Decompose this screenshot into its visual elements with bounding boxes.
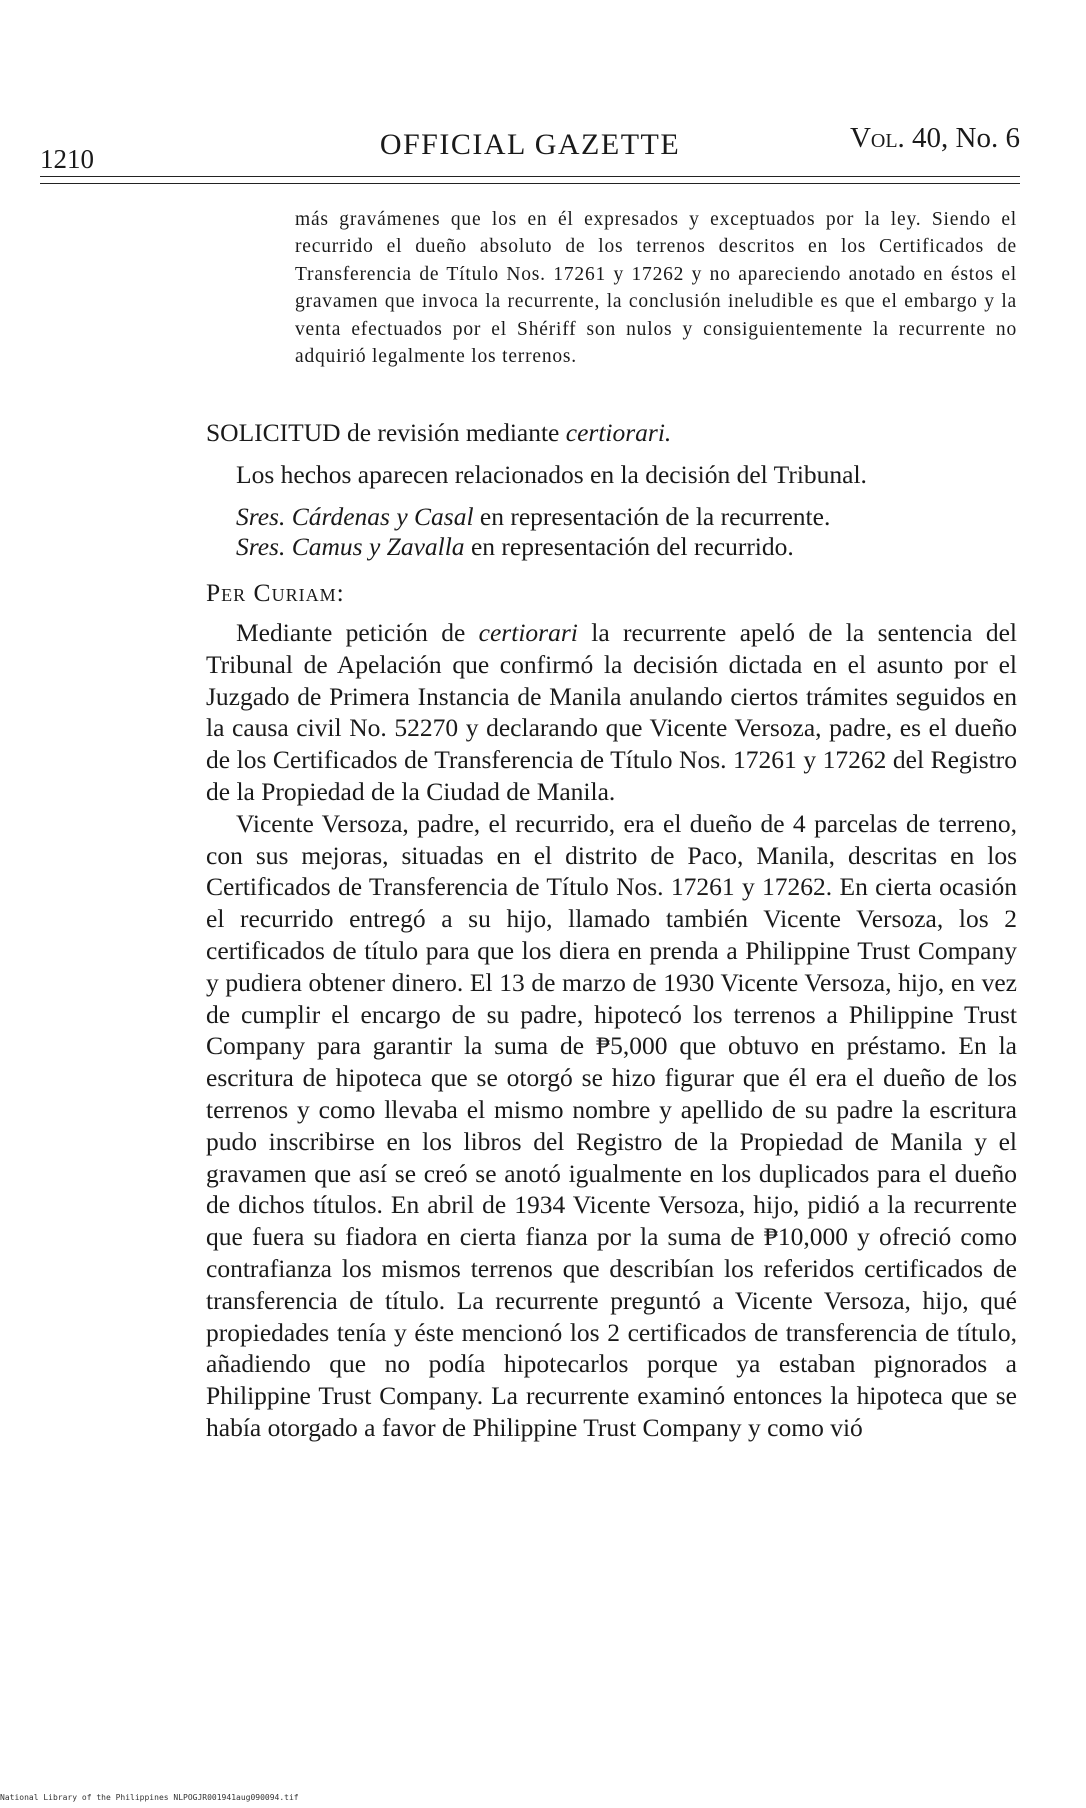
- facts-paragraph: Los hechos aparecen relacionados en la decisión del Tribunal.: [236, 460, 867, 489]
- opinion-body: [206, 617, 1017, 1444]
- main-text: [206, 417, 1017, 1444]
- header-rule-top: [40, 176, 1020, 177]
- per-curiam-heading: Per Curiam:: [206, 578, 345, 607]
- counsel-line: [236, 532, 1017, 562]
- petition-term: certiorari.: [565, 418, 672, 447]
- counsel-names: Sres. Camus y Zavalla: [236, 532, 465, 561]
- opinion-paragraph: Vicente Versoza, padre, el recurrido, era el dueño de 4 parcelas de terreno, con sus mejoras, situadas en el distrito de Paco, Manila, descritas en los Certificados de Transferencia de Título Nos. 17261 y 17262. En cierta ocasión el recurrido entregó a su hijo, llamado también Vicente Versoza, los 2 certificados de título para que los diera en prenda a Philippine Trust Company y pudiera obtener dinero. El 13 de marzo de 1930 Vicente Versoza, hijo, en vez de cumplir el encargo de su padre, hipotecó los terrenos a Philippine Trust Company para garantir la suma de ₱5,000 que obtuvo en préstamo. En la escritura de hipoteca que se otorgó se hizo figurar que él era el dueño de los terrenos y como llevaba el mismo nombre y apellido de su padre la escritura pudo inscribirse en los libros del Registro de la Propiedad de Manila y el gravamen que así se creó se anotó igualmente en los duplicados para el dueño de dichos títulos. En abril de 1934 Vicente Versoza, hijo, pidió a la recurrente que fuera su fiadora en cierta fianza por la suma de ₱10,000 y ofreció como contrafianza los mismos terrenos que describían los referidos certificados de transferencia de título. La recurrente preguntó a Vicente Versoza, hijo, qué propiedades tenía y éste mencionó los 2 certificados de transferencia de título, añadiendo que no podía hipotecarlos porque ya estaban pignorados a Philippine Trust Company. La recurrente examinó entonces la hipoteca que se había otorgado a favor de Philippine Trust Company y como vió: [206, 808, 1017, 1442]
- counsel-names: Sres. Cárdenas y Casal: [236, 502, 474, 531]
- petition-line: [206, 417, 1017, 449]
- para1-rest: la recurrente apeló de la sentencia del Tribunal de Apelación que confirmó la decisión dictada en el asunto por el Juzgado de Primera Instancia de Manila anulando ciertos trámites seguidos en la causa civil No. 52270 y declarando que Vicente Versoza, padre, es el dueño de los Certificados de Transferencia de Título Nos. 17261 y 17262 del Registro de la Propiedad de la Ciudad de Manila.: [206, 618, 1017, 806]
- volume-info: [850, 122, 1020, 155]
- counsel-line: [236, 502, 1017, 532]
- counsel-role: en representación de la recurrente.: [473, 502, 831, 531]
- running-title: OFFICIAL GAZETTE: [379, 128, 681, 161]
- volume-label: Vol.: [849, 122, 905, 154]
- volume-number: 40, No. 6: [904, 122, 1020, 154]
- scan-footer: National Library of the Philippines NLPOGJR001941aug090094.tif: [0, 1793, 299, 1802]
- para1-term: certiorari: [478, 618, 578, 647]
- page-header: [40, 122, 1020, 174]
- header-rule-bottom: [40, 183, 1020, 184]
- opinion-paragraph: [206, 617, 1017, 808]
- page-number: 1210: [40, 144, 94, 174]
- counsel-role: en representación del recurrido.: [464, 532, 794, 561]
- petition-prefix: SOLICITUD de revisión mediante: [206, 418, 566, 447]
- para1-prefix: Mediante petición de: [236, 618, 479, 647]
- syllabus-paragraph: más gravámenes que los en él expresados y exceptuados por la ley. Siendo el recurrido el dueño absoluto de los terrenos descritos en los Certificados de Transferencia de Título Nos. 17261 y 17262 y no apareciendo anotado en éstos el gravamen que invoca la recurrente, la conclusión ineludible es que el embargo y la venta efectuados por el Shériff son nulos y consiguientemente la recurrente no adquirió legalmente los terrenos.: [295, 209, 1017, 368]
